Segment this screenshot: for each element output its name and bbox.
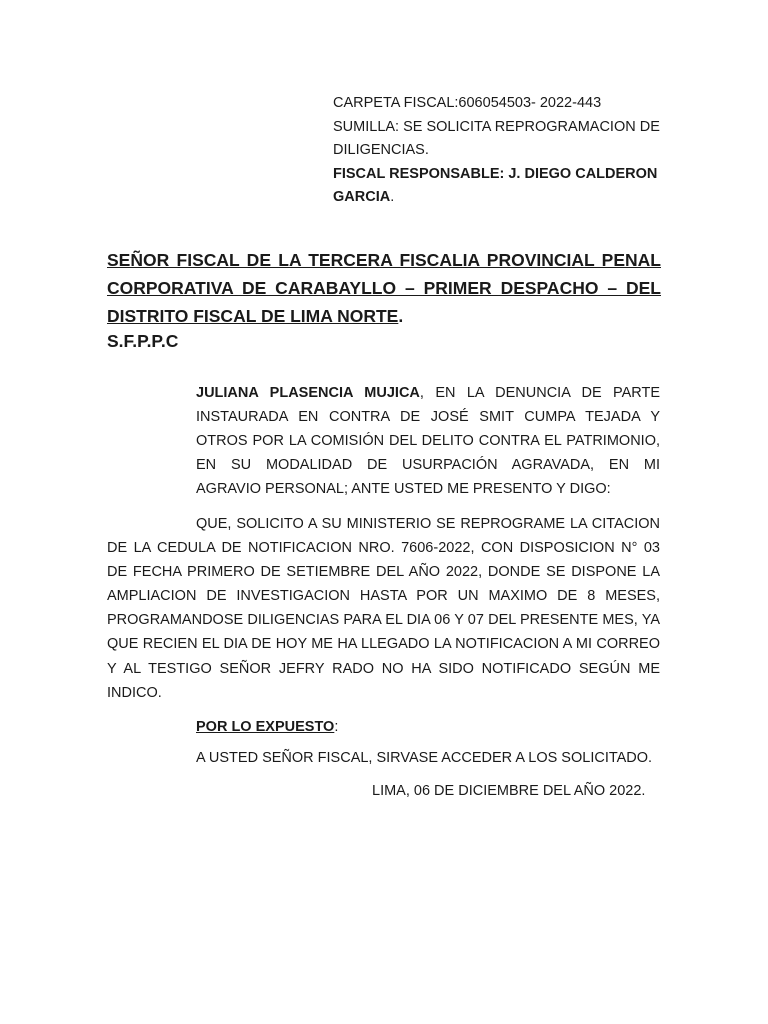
- por-lo-expuesto-heading: [196, 715, 338, 739]
- addressee-heading: [107, 246, 661, 330]
- body-line-6: QUE RECIEN EL DIA DE HOY ME HA LLEGADO LA NOTIFICACION A MI CORREO: [107, 636, 660, 653]
- intro-line-1: [196, 381, 660, 405]
- body-line-4: AMPLIACION DE INVESTIGACION HASTA POR UN MAXIMO DE 8 MESES,: [107, 588, 660, 605]
- case-header: [333, 92, 673, 210]
- body-line-1: QUE, SOLICITO A SU MINISTERIO SE REPROGRAME LA CITACION: [196, 516, 660, 532]
- sumilla-line-2: DILIGENCIAS.: [333, 142, 429, 158]
- body-line-5: PROGRAMANDOSE DILIGENCIAS PARA EL DIA 06 Y 07 DEL PRESENTE MES, YA: [107, 612, 660, 629]
- addressee-line-1: SEÑOR FISCAL DE LA TERCERA FISCALIA PROVINCIAL PENAL: [107, 250, 661, 270]
- addressee-line-2: CORPORATIVA DE CARABAYLLO – PRIMER DESPACHO – DEL: [107, 278, 661, 298]
- place-and-date: LIMA, 06 DE DICIEMBRE DEL AÑO 2022.: [372, 783, 646, 799]
- petitioner-intro: [196, 381, 660, 501]
- addressee-abbreviation: S.F.P.P.C: [107, 331, 179, 351]
- closing-request: A USTED SEÑOR FISCAL, SIRVASE ACCEDER A LOS SOLICITADO.: [196, 750, 653, 766]
- sumilla-line-1: SUMILLA: SE SOLICITA REPROGRAMACION DE: [333, 118, 660, 135]
- fiscal-responsable-surname: GARCIA: [333, 189, 391, 205]
- intro-line-4: EN SU MODALIDAD DE USURPACIÓN AGRAVADA, EN MI: [196, 457, 660, 473]
- request-body: [107, 512, 660, 705]
- intro-line-5: AGRAVIO PERSONAL; ANTE USTED ME PRESENTO Y DIGO:: [196, 481, 611, 497]
- fiscal-responsable-line-1: FISCAL RESPONSABLE: J. DIEGO CALDERON: [333, 165, 658, 182]
- petitioner-name: JULIANA PLASENCIA MUJICA: [196, 385, 420, 401]
- addressee-line-3-period: .: [398, 306, 404, 326]
- fiscal-responsable-line-2: [333, 186, 673, 210]
- intro-line-2: INSTAURADA EN CONTRA DE JOSÉ SMIT CUMPA TEJADA Y: [196, 409, 660, 425]
- body-line-7: Y AL TESTIGO SEÑOR JEFRY RADO NO HA SIDO NOTIFICADO SEGÚN ME: [107, 660, 660, 677]
- por-lo-expuesto-colon: :: [334, 719, 339, 735]
- intro-line-1-rest: , EN LA DENUNCIA DE PARTE: [419, 385, 660, 401]
- carpeta-fiscal: CARPETA FISCAL:606054503- 2022-443: [333, 95, 602, 111]
- body-line-8: INDICO.: [107, 684, 162, 701]
- body-line-2: DE LA CEDULA DE NOTIFICACION NRO. 7606-2022, CON DISPOSICION N° 03: [107, 540, 660, 557]
- body-line-3: DE FECHA PRIMERO DE SETIEMBRE DEL AÑO 2022, DONDE SE DISPONE LA: [107, 564, 660, 581]
- fiscal-responsable-period: .: [390, 189, 395, 205]
- addressee-line-3: [107, 302, 661, 330]
- intro-line-3: OTROS POR LA COMISIÓN DEL DELITO CONTRA EL PATRIMONIO,: [196, 433, 660, 449]
- addressee-line-3-text: DISTRITO FISCAL DE LIMA NORTE: [107, 306, 399, 326]
- por-lo-expuesto-text: POR LO EXPUESTO: [196, 719, 335, 735]
